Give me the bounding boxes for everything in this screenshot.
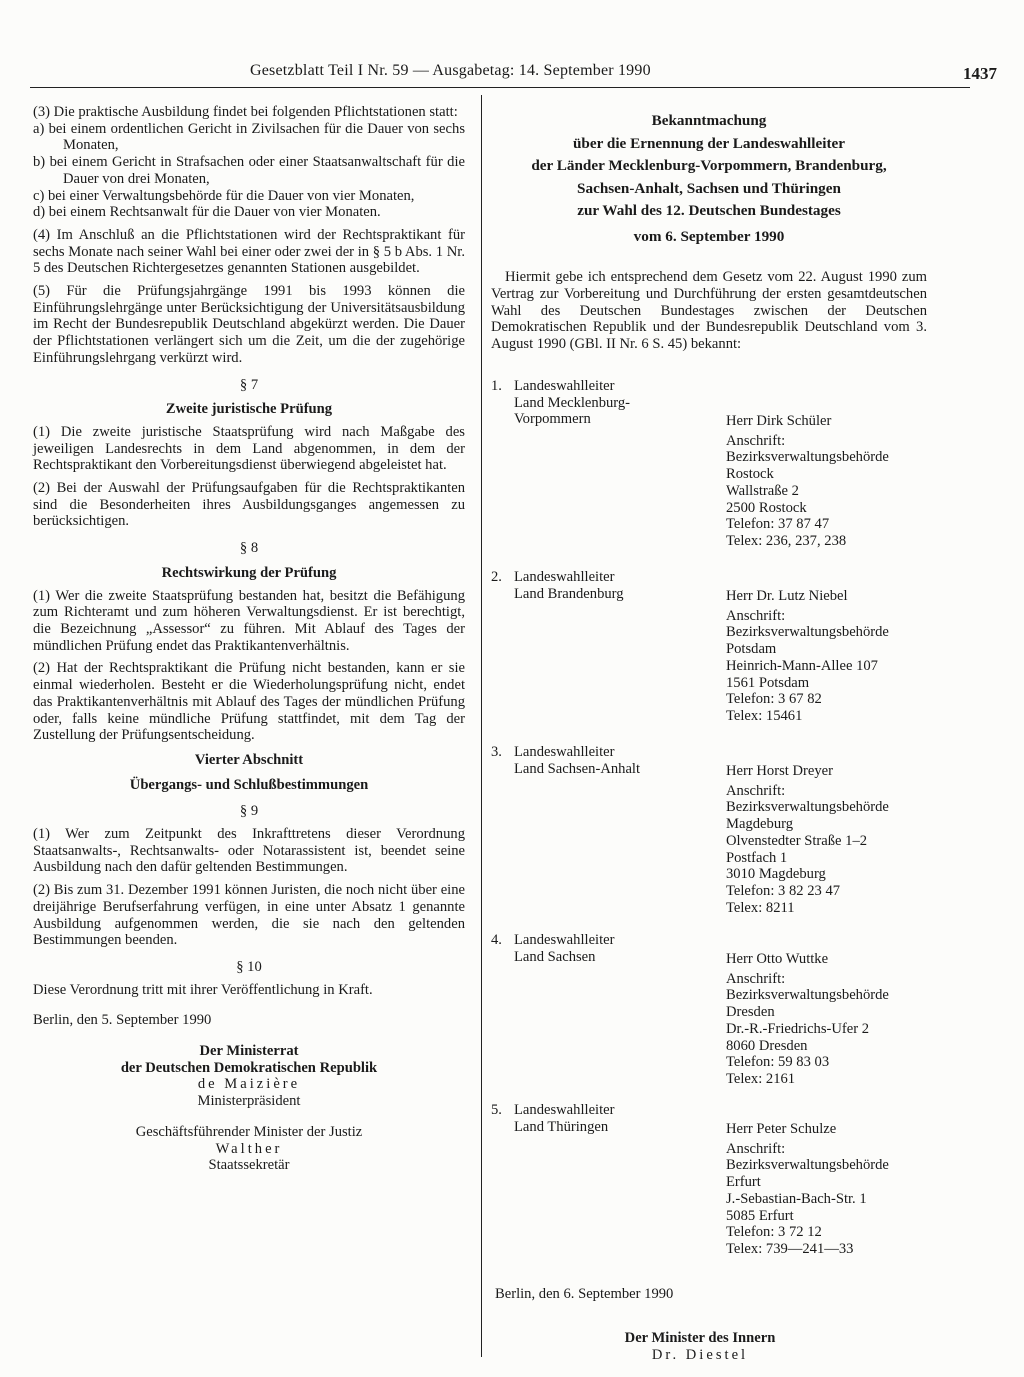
- entry-number: 5.: [491, 1102, 502, 1118]
- paragraph: (1) Wer zum Zeitpunkt des Inkrafttretens dieser Verordnung Staatsanwalts-, Rechtsanwalts- oder Notarassistent ist, beendet seine Ausbildung nach den dafür geltenden Bestimmungen.: [33, 826, 465, 876]
- signatory-name: Walther: [215, 1140, 283, 1157]
- address-line: 8060 Dresden: [726, 1037, 808, 1054]
- header-rule: [30, 87, 970, 88]
- entry-label: Land Sachsen-Anhalt: [514, 760, 641, 777]
- person-name: Herr Horst Dreyer: [726, 763, 833, 779]
- right-column: [491, 110, 927, 353]
- paragraph: (3) Die praktische Ausbildung findet bei folgenden Pflichtstationen statt:: [33, 104, 458, 120]
- address-line: Rostock: [726, 466, 774, 483]
- address-line: Dresden: [726, 1004, 775, 1021]
- notice-title: der Länder Mecklenburg-Vorpommern, Brandenburg,: [531, 157, 887, 174]
- notice-title: zur Wahl des 12. Deutschen Bundestages: [577, 202, 841, 219]
- address-line: Anschrift:: [726, 1140, 786, 1157]
- phone-line: Telefon: 59 83 03: [726, 1054, 830, 1071]
- section-title: Zweite juristische Prüfung: [165, 401, 333, 418]
- notice-title: über die Ernennung der Landeswahlleiter: [572, 134, 845, 152]
- signatory-body: Der Minister des Innern: [624, 1330, 776, 1346]
- section-number: § 8: [239, 540, 259, 557]
- address-line: Bezirksverwaltungsbehörde: [726, 1157, 889, 1174]
- section-title: Rechtswirkung der Prüfung: [161, 564, 337, 581]
- signatory-role: Staatssekretär: [208, 1157, 290, 1174]
- entry-number: 4.: [491, 932, 502, 948]
- notice-title: Sachsen-Anhalt, Sachsen und Thüringen: [577, 179, 841, 197]
- paragraph: (2) Bis zum 31. Dezember 1991 können Juristen, die noch nicht über eine dreijährige Berufserfahrung verfügen, in eine unter Absatz 1 genannte Ausbildung aufgenommen werden, die sie nach den geltenden Bestimmungen beenden.: [33, 882, 465, 949]
- address-line: Postfach 1: [726, 849, 788, 866]
- paragraph: (5) Für die Prüfungsjahrgänge 1991 bis 1993 können die Einführungslehrgänge unter Berücksichtigung der Universitätsausbildung im Recht der Bundesrepublik Deutschland abgekürzt werden. Die Dauer der Pflichtstationen verlängert sich um die Zeit, um die der zugehörige Einführungslehrgang verkürzt wird.: [33, 283, 465, 366]
- entry-label: Land Thüringen: [514, 1118, 609, 1135]
- address-line: Erfurt: [726, 1174, 761, 1191]
- entry-label: Landeswahlleiter: [514, 744, 615, 760]
- telex-line: Telex: 15461: [726, 707, 803, 724]
- person-name: Herr Peter Schulze: [726, 1121, 837, 1137]
- entry-label: Land Sachsen: [514, 948, 596, 965]
- address-line: 5085 Erfurt: [726, 1207, 794, 1224]
- telex-line: Telex: 8211: [726, 899, 795, 916]
- address-line: Potsdam: [726, 641, 777, 658]
- address-line: J.-Sebastian-Bach-Str. 1: [726, 1190, 867, 1207]
- signatory-body: Der Ministerrat: [199, 1043, 299, 1060]
- signatory-role: Ministerpräsident: [197, 1093, 301, 1110]
- list-item: a) bei einem ordentlichen Gericht in Zivilsachen für die Dauer von sechs Monaten,: [33, 120, 465, 154]
- phone-line: Telefon: 3 67 82: [726, 691, 822, 708]
- paragraph: (2) Bei der Auswahl der Prüfungsaufgaben für die Rechtspraktikanten sind die Besonderheiten ihres Ausbildungsganges angemessen zu berücksichtigen.: [33, 480, 465, 530]
- address-line: Bezirksverwaltungsbehörde: [726, 799, 889, 816]
- notice-intro: Hiermit gebe ich entsprechend dem Gesetz vom 22. August 1990 zum Vertrag zur Vorbereitung und Durchführung der ersten gesamtdeutschen Wahl des Deutschen Bundestages zwischen der Deutschen Demokratischen Republik und der Bundesrepublik Deutschland vom 3. August 1990 (GBl. II Nr. 6 S. 45) bekannt:: [491, 269, 927, 353]
- header-title: Gesetzblatt Teil I Nr. 59 — Ausgabetag: 14. September 1990: [250, 62, 651, 79]
- entry-label: Landeswahlleiter: [514, 378, 615, 394]
- phone-line: Telefon: 37 87 47: [726, 516, 830, 533]
- column-divider: [481, 95, 482, 1357]
- entry-label: Vorpommern: [514, 411, 591, 428]
- person-name: Herr Dirk Schüler: [726, 413, 832, 429]
- address-line: Dr.-R.-Friedrichs-Ufer 2: [726, 1020, 870, 1037]
- person-name: Herr Dr. Lutz Niebel: [726, 588, 848, 604]
- section-number: § 10: [236, 958, 262, 975]
- list-item: d) bei einem Rechtsanwalt für die Dauer von vier Monaten.: [33, 204, 381, 221]
- section-number: § 7: [239, 376, 259, 393]
- chapter-title: Übergangs- und Schlußbestimmungen: [129, 776, 369, 793]
- signatory-body: Geschäftsführender Minister der Justiz: [135, 1123, 363, 1140]
- phone-line: Telefon: 3 72 12: [726, 1224, 822, 1241]
- address-line: 3010 Magdeburg: [726, 866, 826, 883]
- address-line: Bezirksverwaltungsbehörde: [726, 449, 889, 466]
- left-column: [33, 104, 465, 1174]
- section-number: § 9: [239, 803, 259, 820]
- address-line: Anschrift:: [726, 970, 786, 987]
- entry-number: 1.: [491, 378, 502, 394]
- phone-line: Telefon: 3 82 23 47: [726, 882, 841, 899]
- place-date: Berlin, den 5. September 1990: [33, 1012, 212, 1029]
- notice-date: vom 6. September 1990: [633, 227, 785, 245]
- person-name: Herr Otto Wuttke: [726, 951, 829, 967]
- paragraph: (1) Wer die zweite Staatsprüfung bestanden hat, besitzt die Befähigung zum Richteramt und zum höheren Verwaltungsdienst. Er ist berechtigt, die Bezeichnung „Assessor“ zu führen. Mit Ablauf des Tages der mündlichen Prüfung endet das Praktikantenverhältnis.: [33, 587, 465, 654]
- place-date: Berlin, den 6. September 1990: [495, 1286, 674, 1302]
- page-number: 1437: [963, 64, 997, 83]
- address-line: Magdeburg: [726, 816, 794, 833]
- list-item: c) bei einer Verwaltungsbehörde für die Dauer von vier Monaten,: [33, 187, 415, 204]
- chapter-heading: Vierter Abschnitt: [194, 751, 304, 768]
- paragraph: (1) Die zweite juristische Staatsprüfung wird nach Maßgabe des jeweiligen Landesrechts in dem Land abgenommen, in dem der Rechtspraktikant den Vorbereitungsdienst überwiegend abgeleistet hat.: [33, 423, 465, 474]
- paragraph: (4) Im Anschluß an die Pflichtstationen wird der Rechtspraktikant für sechs Monate nach seiner Wahl bei einer oder zwei der in § 5 b Abs. 1 Nr. 5 des Deutschen Richtergesetzes genannten Stationen ausgebildet.: [33, 226, 465, 277]
- telex-line: Telex: 2161: [726, 1070, 796, 1087]
- entry-number: 2.: [491, 569, 502, 585]
- signatory-name: Dr. Diestel: [651, 1347, 749, 1363]
- address-line: Anschrift:: [726, 607, 786, 624]
- address-line: Bezirksverwaltungsbehörde: [726, 987, 889, 1004]
- address-line: 1561 Potsdam: [726, 674, 810, 691]
- address-line: Anschrift:: [726, 432, 786, 449]
- address-line: 2500 Rostock: [726, 499, 807, 516]
- entry-label: Land Mecklenburg-: [514, 394, 631, 411]
- entry-label: Landeswahlleiter: [514, 569, 615, 585]
- signatory-name: de Maizière: [197, 1076, 301, 1093]
- entry-number: 3.: [491, 744, 502, 760]
- signatory-body: der Deutschen Demokratischen Republik: [120, 1059, 378, 1076]
- address-line: Heinrich-Mann-Allee 107: [726, 657, 878, 674]
- notice-title: Bekanntmachung: [651, 112, 767, 129]
- entry-label: Landeswahlleiter: [514, 932, 615, 948]
- address-line: Wallstraße 2: [726, 482, 799, 499]
- telex-line: Telex: 236, 237, 238: [726, 532, 847, 549]
- paragraph: (2) Hat der Rechtspraktikant die Prüfung nicht bestanden, kann er sie einmal wiederholen. Besteht er die Wiederholungsprüfung nicht, endet das Praktikantenverhältnis mit Ablauf des Tages der mündlichen Prüfung oder, falls keine mündliche Prüfung stattfindet, mit dem Tag der Zustellung der Prüfungsentscheidung.: [33, 660, 465, 744]
- paragraph: Diese Verordnung tritt mit ihrer Veröffentlichung in Kraft.: [33, 981, 373, 998]
- entry-label: Land Brandenburg: [514, 585, 624, 602]
- telex-line: Telex: 739—241—33: [726, 1240, 854, 1257]
- address-line: Bezirksverwaltungsbehörde: [726, 624, 889, 641]
- list-item: b) bei einem Gericht in Strafsachen oder einer Staatsanwaltschaft für die Dauer von drei Monaten,: [33, 154, 465, 187]
- entry-label: Landeswahlleiter: [514, 1102, 615, 1118]
- address-line: Anschrift:: [726, 782, 786, 799]
- address-line: Olvenstedter Straße 1–2: [726, 832, 868, 849]
